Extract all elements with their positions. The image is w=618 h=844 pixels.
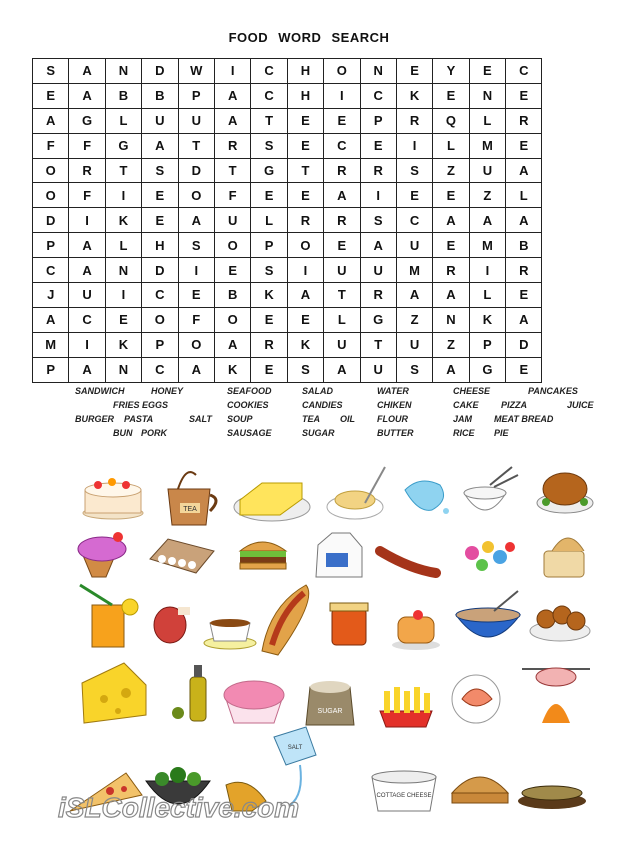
grid-cell: T (324, 283, 360, 308)
grid-cell: U (324, 258, 360, 283)
grid-cell: E (251, 183, 287, 208)
pie-icon (452, 777, 508, 803)
grid-cell: U (360, 357, 396, 382)
grid-cell: C (69, 307, 105, 332)
sugar-sack-icon (306, 681, 354, 725)
tea-box-icon (168, 472, 216, 525)
word: BUN (113, 428, 133, 438)
grid-cell: D (178, 158, 214, 183)
grid-cell: D (506, 332, 542, 357)
milk-icon (316, 533, 362, 577)
grid-cell: U (360, 258, 396, 283)
grid-cell: G (469, 357, 505, 382)
grid-cell: E (433, 233, 469, 258)
soup-bowl-icon (456, 591, 520, 637)
soup-icon (518, 786, 586, 809)
grid-cell: E (251, 357, 287, 382)
grid-cell: A (433, 357, 469, 382)
grid-cell: C (506, 59, 542, 84)
word: PIE (494, 428, 509, 438)
word: BUTTER (377, 428, 414, 438)
grid-cell: E (396, 183, 432, 208)
grid-cell: U (396, 233, 432, 258)
grid-cell: A (287, 283, 323, 308)
grid-cell: C (33, 258, 69, 283)
grid-cell: U (214, 208, 250, 233)
grid-cell: E (287, 108, 323, 133)
word: BURGER (75, 414, 115, 424)
grid-row (33, 158, 542, 183)
grid-cell: T (360, 332, 396, 357)
grid-cell: R (360, 283, 396, 308)
grid-cell: M (396, 258, 432, 283)
grid-cell: I (105, 183, 141, 208)
grid-cell: O (287, 233, 323, 258)
grid-cell: A (433, 208, 469, 233)
grid-cell: D (33, 208, 69, 233)
word: MEAT BREAD (494, 414, 554, 424)
seafood-icon (452, 675, 500, 723)
grid-cell: O (178, 183, 214, 208)
grid-cell: A (324, 357, 360, 382)
grid-cell: H (287, 59, 323, 84)
grid-cell: M (469, 233, 505, 258)
grid-cell: F (178, 307, 214, 332)
grid-cell: K (214, 357, 250, 382)
grid-row (33, 357, 542, 382)
grid-cell: H (287, 83, 323, 108)
grid-cell: E (142, 183, 178, 208)
word: CHIKEN (377, 400, 412, 410)
grid-cell: C (396, 208, 432, 233)
grid-cell: O (142, 307, 178, 332)
grid-cell: N (105, 357, 141, 382)
grid-cell: R (506, 258, 542, 283)
grid-cell: W (178, 59, 214, 84)
grid-cell: R (251, 332, 287, 357)
grid-cell: A (214, 108, 250, 133)
grid-cell: A (506, 158, 542, 183)
grid-cell: D (142, 59, 178, 84)
word: CAKE (453, 400, 479, 410)
grid-cell: Y (433, 59, 469, 84)
salt-label: SALT (287, 745, 303, 751)
grid-cell: O (214, 233, 250, 258)
grid-cell: R (69, 158, 105, 183)
grid-cell: E (142, 208, 178, 233)
grid-cell: T (251, 108, 287, 133)
word: JUICE (567, 400, 594, 410)
grid-row (33, 258, 542, 283)
grid-cell: E (287, 307, 323, 332)
grid-cell: E (287, 183, 323, 208)
grid-cell: E (251, 307, 287, 332)
cupcake-pink-icon (224, 681, 284, 723)
grid-cell: A (178, 357, 214, 382)
grid-cell: L (433, 133, 469, 158)
grid-cell: B (142, 83, 178, 108)
grid-cell: A (69, 357, 105, 382)
grid-cell: G (360, 307, 396, 332)
grid-cell: E (396, 59, 432, 84)
grid-cell: E (178, 283, 214, 308)
grill-icon (522, 668, 590, 723)
grid-row (33, 208, 542, 233)
grid-cell: K (105, 208, 141, 233)
grid-cell: B (105, 83, 141, 108)
grid-cell: P (178, 83, 214, 108)
grid-cell: P (469, 332, 505, 357)
word: SALAD (302, 386, 333, 396)
grid-cell: K (251, 283, 287, 308)
grid-cell: T (178, 133, 214, 158)
grid-cell: Z (396, 307, 432, 332)
word: COOKIES (227, 400, 269, 410)
grid-cell: L (469, 108, 505, 133)
word: SALT (189, 414, 212, 424)
grid-cell: E (433, 83, 469, 108)
grid-cell: S (251, 258, 287, 283)
grid-cell: C (360, 83, 396, 108)
grid-cell: A (324, 183, 360, 208)
grid-cell: S (396, 357, 432, 382)
word: PASTA (124, 414, 154, 424)
cottage-cheese-label: COTTAGE CHEESE (376, 793, 432, 799)
grid-cell: R (287, 208, 323, 233)
grid-cell: P (33, 233, 69, 258)
cheese-icon (82, 663, 146, 723)
cupcake-icon (78, 532, 126, 577)
word: PIZZA (501, 400, 527, 410)
word-list (0, 386, 618, 446)
grid-cell: Z (469, 183, 505, 208)
grid-cell: C (142, 357, 178, 382)
grid-cell: E (324, 233, 360, 258)
candies-icon (465, 541, 515, 571)
word: SUGAR (302, 428, 335, 438)
grid-cell: T (105, 158, 141, 183)
grid-cell: L (105, 233, 141, 258)
grid-cell: F (69, 183, 105, 208)
grid-cell: A (69, 59, 105, 84)
grid-cell: I (69, 208, 105, 233)
grid-cell: M (469, 133, 505, 158)
juice-icon (80, 585, 138, 647)
grid-cell: I (324, 83, 360, 108)
hotdog-icon (262, 585, 309, 655)
grid-cell: C (251, 83, 287, 108)
grid-cell: G (251, 158, 287, 183)
grid-cell: N (433, 307, 469, 332)
sugar-label: SUGAR (317, 708, 343, 715)
grid-cell: R (396, 108, 432, 133)
grid-cell: S (33, 59, 69, 84)
grid-cell: A (33, 108, 69, 133)
tea-cup-icon (204, 619, 256, 649)
grid-cell: I (178, 258, 214, 283)
oil-icon (172, 665, 206, 721)
watermark: iSLCollective.com (58, 792, 300, 823)
word: CHEESE (453, 386, 491, 396)
grid-row (33, 233, 542, 258)
grid-cell: O (33, 183, 69, 208)
grid-cell: Z (433, 332, 469, 357)
sausage-icon (380, 551, 436, 573)
grid-cell: L (251, 208, 287, 233)
rice-icon (464, 467, 518, 510)
grid-cell: R (214, 133, 250, 158)
grid-cell: I (396, 133, 432, 158)
grid-cell: F (69, 133, 105, 158)
grid-cell: S (396, 158, 432, 183)
grid-cell: K (396, 83, 432, 108)
grid-cell: G (69, 108, 105, 133)
grid-row (33, 332, 542, 357)
grid-cell: E (506, 133, 542, 158)
grid-cell: A (506, 307, 542, 332)
burger-icon (240, 542, 286, 569)
grid-cell: S (178, 233, 214, 258)
grid-cell: N (105, 258, 141, 283)
grid-cell: A (69, 233, 105, 258)
grid-cell: L (105, 108, 141, 133)
grid-cell: E (360, 133, 396, 158)
grid-cell: A (69, 83, 105, 108)
grid-cell: I (287, 258, 323, 283)
grid-cell: E (433, 183, 469, 208)
grid-cell: I (214, 59, 250, 84)
grid-cell: I (469, 258, 505, 283)
word: RICE (453, 428, 475, 438)
grid-cell: A (69, 258, 105, 283)
word-search-grid (32, 58, 542, 383)
grid-cell: T (287, 158, 323, 183)
grid-row (33, 183, 542, 208)
grid-cell: N (360, 59, 396, 84)
grid-cell: A (506, 208, 542, 233)
word: PORK (141, 428, 168, 438)
grid-row (33, 83, 542, 108)
grid-cell: O (324, 59, 360, 84)
grid-cell: L (506, 183, 542, 208)
grid-cell: K (105, 332, 141, 357)
fries-icon (380, 687, 432, 727)
grid-row (33, 108, 542, 133)
grid-cell: H (142, 233, 178, 258)
word: FLOUR (377, 414, 408, 424)
grid-cell: E (506, 357, 542, 382)
grid-cell: R (324, 158, 360, 183)
grid-cell: M (33, 332, 69, 357)
grid-cell: K (287, 332, 323, 357)
word: SOUP (227, 414, 253, 424)
grid-cell: B (214, 283, 250, 308)
word: TEA (302, 414, 320, 424)
grid-cell: L (469, 283, 505, 308)
grid-cell: P (33, 357, 69, 382)
word: HONEY (151, 386, 184, 396)
grid-cell: A (142, 133, 178, 158)
cake-icon (83, 478, 143, 519)
grid-cell: E (506, 83, 542, 108)
word: SEAFOOD (227, 386, 272, 396)
grid-cell: F (214, 183, 250, 208)
grid-cell: U (324, 332, 360, 357)
grid-cell: U (142, 108, 178, 133)
word: SANDWICH (75, 386, 125, 396)
word: OIL (340, 414, 355, 424)
jam-icon (330, 603, 368, 645)
grid-cell: S (251, 133, 287, 158)
grid-cell: U (69, 283, 105, 308)
grid-cell: Q (433, 108, 469, 133)
grid-cell: O (214, 307, 250, 332)
grid-cell: A (214, 83, 250, 108)
grid-cell: R (433, 258, 469, 283)
grid-cell: F (33, 133, 69, 158)
grid-row (33, 133, 542, 158)
grid-cell: L (324, 307, 360, 332)
grid-cell: A (360, 233, 396, 258)
grid-cell: I (360, 183, 396, 208)
butter-icon (234, 483, 310, 521)
grid-cell: U (178, 108, 214, 133)
grid-cell: P (251, 233, 287, 258)
grid-cell: A (214, 332, 250, 357)
grid-cell: E (469, 59, 505, 84)
grid-cell: P (360, 108, 396, 133)
grid-cell: N (469, 83, 505, 108)
grid-cell: U (469, 158, 505, 183)
grid-cell: E (33, 83, 69, 108)
grid-cell: E (506, 283, 542, 308)
grid-cell: A (33, 307, 69, 332)
grid-cell: A (469, 208, 505, 233)
grid-cell: S (142, 158, 178, 183)
grid-cell: E (105, 307, 141, 332)
word: WATER (377, 386, 409, 396)
grid-cell: E (324, 108, 360, 133)
grid-cell: O (33, 158, 69, 183)
pasta-icon (327, 467, 385, 519)
grid-cell: T (214, 158, 250, 183)
grid-row (33, 59, 542, 84)
grid-cell: A (396, 283, 432, 308)
word: JAM (453, 414, 473, 424)
grid-cell: K (469, 307, 505, 332)
grid-cell: Z (433, 158, 469, 183)
grid-cell: R (506, 108, 542, 133)
pancakes-icon (392, 610, 440, 650)
grid-cell: J (33, 283, 69, 308)
grid-cell: I (69, 332, 105, 357)
water-icon (405, 481, 449, 514)
bread-icon (544, 538, 584, 577)
word: PANCAKES (528, 386, 578, 396)
grid-cell: A (433, 283, 469, 308)
grid-cell: R (360, 158, 396, 183)
page-title: FOOD WORD SEARCH (228, 30, 390, 45)
grid-cell: S (287, 357, 323, 382)
grid-cell: B (506, 233, 542, 258)
grid-cell: C (142, 283, 178, 308)
food-pictures (0, 455, 618, 844)
grid-cell: P (142, 332, 178, 357)
grid-row (33, 307, 542, 332)
grid-cell: S (360, 208, 396, 233)
eggs-icon (150, 539, 214, 573)
grid-cell: E (287, 133, 323, 158)
word: CANDIES (302, 400, 343, 410)
grid-cell: C (324, 133, 360, 158)
grid-cell: R (324, 208, 360, 233)
pork-icon (154, 607, 190, 643)
grid-cell: E (214, 258, 250, 283)
grid-cell: A (178, 208, 214, 233)
word: FRIES EGGS (113, 400, 169, 410)
grid-cell: G (105, 133, 141, 158)
grid-cell: I (105, 283, 141, 308)
tea-label: TEA (183, 506, 197, 513)
grid-cell: N (105, 59, 141, 84)
cottage-cheese-icon (372, 771, 436, 811)
grid-cell: D (142, 258, 178, 283)
grid-cell: O (178, 332, 214, 357)
grid-cell: C (251, 59, 287, 84)
word: SAUSAGE (227, 428, 272, 438)
cookies-icon (530, 606, 590, 641)
grid-cell: U (396, 332, 432, 357)
grid-row (33, 283, 542, 308)
chicken-icon (537, 473, 593, 513)
